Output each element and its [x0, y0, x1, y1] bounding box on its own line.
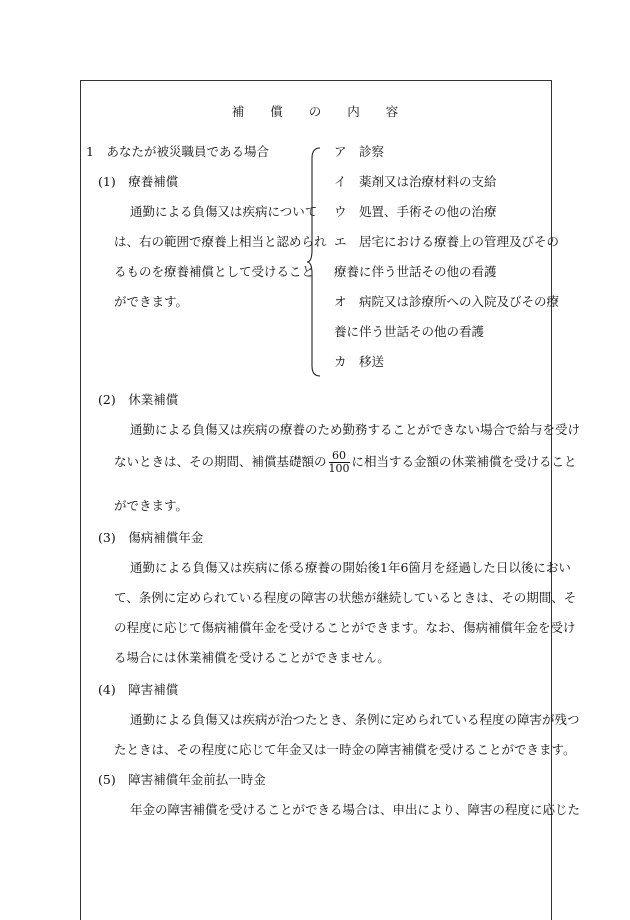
scope-item: カ 移送 — [334, 354, 385, 369]
section-heading: 1 あなたが被災職員である場合 — [86, 144, 269, 159]
scope-item: 療養に伴う世話その他の看護 — [334, 264, 497, 279]
title-char: 内 — [347, 104, 360, 119]
document-title — [0, 104, 630, 120]
fraction-numerator: 60 — [329, 450, 350, 463]
body-line: る場合には休業補償を受けることができません。 — [114, 650, 390, 665]
body-line: 通勤による負傷又は疾病に係る療養の開始後1年6箇月を経過した日以後におい — [130, 560, 571, 575]
body-line: の程度に応じて傷病補償年金を受けることができます。なお、傷病補償年金を受け — [114, 620, 576, 635]
fraction — [329, 450, 350, 475]
item-heading: (5) 障害補償年金前払一時金 — [98, 772, 266, 787]
scope-item: オ 病院又は診療所への入院及びその療 — [334, 294, 560, 309]
title-char: 補 — [231, 104, 245, 119]
body-line: ができます。 — [114, 294, 189, 309]
body-line: 通勤による負傷又は疾病が治つたとき、条例に定められている程度の障害が残つ — [130, 712, 580, 727]
body-line: は、右の範囲で療養上相当と認められ — [114, 234, 327, 249]
body-text: ないときは、その期間、補償基礎額の — [114, 454, 327, 469]
body-line: 通勤による負傷又は疾病について — [130, 204, 318, 219]
item-heading: (4) 障害補償 — [98, 682, 179, 697]
fraction-denominator: 100 — [328, 462, 350, 475]
body-line: たときは、その程度に応じて年金又は一時金の障害補償を受けることができます。 — [114, 742, 576, 757]
item-heading: (2) 休業補償 — [98, 392, 179, 407]
body-line: るものを療養補償として受けること — [114, 264, 315, 279]
item-heading: (1) 療養補償 — [98, 174, 179, 189]
scope-item: ウ 処置、手術その他の治療 — [334, 204, 497, 219]
body-line: 通勤による負傷又は疾病の療養のため勤務することができない場合で給与を受け — [130, 422, 581, 437]
body-text: に相当する金額の休業補償を受けること — [351, 454, 577, 469]
body-line: て、条例に定められている程度の障害の状態が継続しているときは、その期間、そ — [114, 590, 577, 605]
scope-item: 養に伴う世話その他の看護 — [334, 324, 485, 339]
title-char: 償 — [270, 104, 283, 119]
body-line: ができます。 — [114, 498, 189, 513]
scope-item: イ 薬剤又は治療材料の支給 — [334, 174, 497, 189]
scope-item: エ 居宅における療養上の管理及びその — [334, 234, 560, 249]
item-heading: (3) 傷病補償年金 — [98, 530, 204, 545]
body-line: 年金の障害補償を受けることができる場合は、申出により、障害の程度に応じた — [130, 802, 581, 817]
curly-brace — [306, 146, 322, 378]
title-char: の — [308, 104, 322, 119]
title-char: 容 — [385, 104, 399, 119]
body-line-with-fraction — [114, 450, 577, 475]
scope-item: ア 診察 — [334, 144, 385, 159]
